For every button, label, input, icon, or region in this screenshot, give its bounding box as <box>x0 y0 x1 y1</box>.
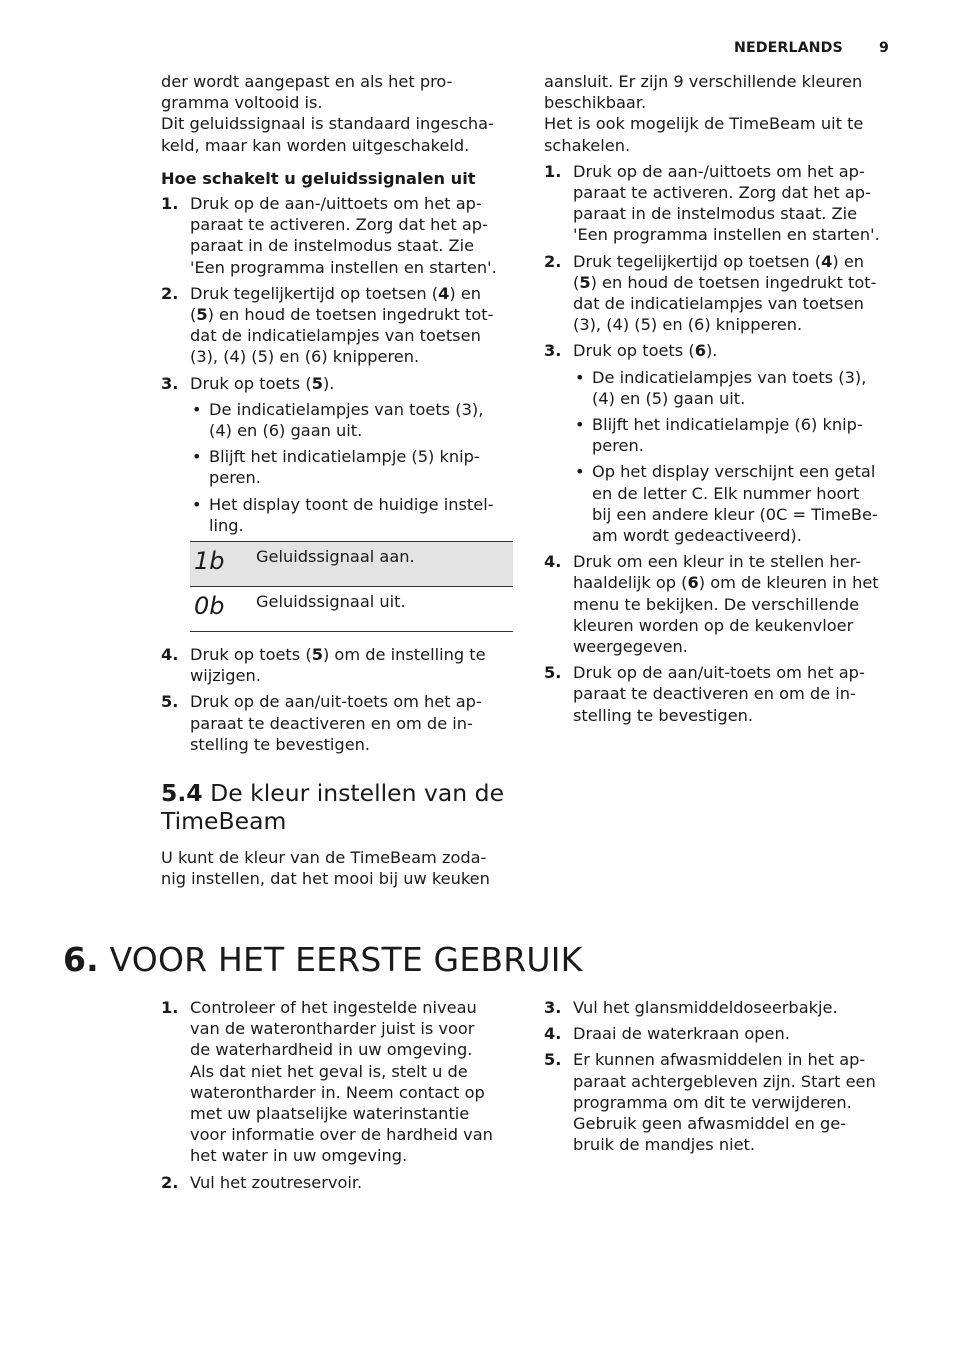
chapter-left-column <box>161 997 513 1198</box>
list-item: 2. Druk tegelijkertijd op toetsen (4) en (5) en houd de toetsen ingedrukt tot- dat de indicatielampjes van toetsen (3), (4) (5) en (6) knipperen. <box>161 283 494 367</box>
bullet-item: • Blijft het indicatielampje (5) knip- peren. <box>192 447 480 488</box>
list-item: 1. Controleer of het ingestelde niveau van de waterontharder juist is voor de waterhardheid in uw omgeving. Als dat niet het geval is, stelt u de waterontharder in. Neem contact op met uw plaatselijke waterinstantie voor informatie over de hardheid van het water in uw omgeving. <box>161 998 493 1166</box>
bullet-item: • De indicatielampjes van toets (3), (4) en (6) gaan uit. <box>192 399 484 441</box>
bullet-item: • Het display toont de huidige instel- ling. <box>192 494 494 535</box>
display-code: 1b <box>190 542 255 587</box>
list-item: 3. Druk op toets (5). • De indicatielampjes van toets (3), (4) en (6) gaan uit. • Blijft het indicatielampje (5) knip- peren. • Het display toont de huidige instel- ling. <box>161 373 513 536</box>
table-row <box>190 587 513 632</box>
bullet-list <box>190 399 513 536</box>
chapter-heading: 6. VOOR HET EERSTE GEBRUIK <box>63 940 583 979</box>
list-item: 2. Vul het zoutreservoir. <box>161 1172 363 1192</box>
list-item: 3. Druk op toets (6). • De indicatielampjes van toets (3), (4) en (5) gaan uit. • Blijft het indicatielampje (6) knip- peren. • Op het display verschijnt een getal en de letter C. Elk nummer hoort bij een andere kleur (0C = TimeBe- am wordt gedeactiveerd). <box>544 340 896 546</box>
signal-table <box>190 541 513 632</box>
list-item: 4. Draai de waterkraan open. <box>544 1024 790 1044</box>
header-language: NEDERLANDS <box>734 40 843 56</box>
table-row <box>190 542 513 587</box>
list-item: 3. Vul het glansmiddeldoseerbakje. <box>544 998 838 1017</box>
steps-list <box>544 161 896 726</box>
list-item: 1. Druk op de aan-/uittoets om het ap- paraat te activeren. Zorg dat het ap- paraat in de instelmodus staat. Zie 'Een programma instellen en starten'. <box>161 194 497 277</box>
list-item: 5. Druk op de aan/uit-toets om het ap- paraat te deactiveren en om de in- stelling te bevestigen. <box>161 692 482 754</box>
steps-list <box>161 997 513 1193</box>
list-item: 1. Druk op de aan-/uittoets om het ap- paraat te activeren. Zorg dat het ap- paraat in de instelmodus staat. Zie 'Een programma instellen en starten'. <box>544 161 880 245</box>
bullet-item: • Blijft het indicatielampje (6) knip- peren. <box>575 415 863 456</box>
intro-paragraph: aansluit. Er zijn 9 verschillende kleuren beschikbaar. Het is ook mogelijk de TimeBeam uit te schakelen. <box>544 72 864 155</box>
bullet-list <box>573 367 896 547</box>
list-item: 5. Druk op de aan/uit-toets om het ap- paraat te deactiveren en om de in- stelling te bevestigen. <box>544 663 865 725</box>
steps-list <box>161 644 513 755</box>
bullet-item: • Op het display verschijnt een getal en de letter C. Elk nummer hoort bij een andere kleur (0C = TimeBe- am wordt gedeactiveerd). <box>575 462 878 546</box>
intro-paragraph: der wordt aangepast en als het pro- gramma voltooid is. Dit geluidssignaal is standaard ingescha- keld, maar kan worden uitgeschakeld. <box>161 72 494 155</box>
list-item: 4. Druk om een kleur in te stellen her- haaldelijk op (6) om de kleuren in het menu te bekijken. De verschillende kleuren worden op de keukenvloer weergegeven. <box>544 552 879 657</box>
steps-list <box>544 997 896 1155</box>
section-body: U kunt de kleur van de TimeBeam zoda- nig instellen, dat het mooi bij uw keuken <box>161 848 490 889</box>
table-cell: Geluidssignaal aan. <box>255 542 513 587</box>
chapter-right-column <box>544 997 896 1160</box>
steps-list <box>161 193 513 536</box>
right-column <box>544 71 896 731</box>
list-item: 2. Druk tegelijkertijd op toetsen (4) en (5) en houd de toetsen ingedrukt tot- dat de indicatielampjes van toetsen (3), (4) (5) en (6) knipperen. <box>544 251 877 335</box>
list-item: 4. Druk op toets (5) om de instelling te wijzigen. <box>161 645 486 686</box>
list-item: 5. Er kunnen afwasmiddelen in het ap- paraat achtergebleven zijn. Start een programma om dit te verwijderen. Gebruik geen afwasmiddel en ge- bruik de mandjes niet. <box>544 1050 876 1155</box>
page-number: 9 <box>879 40 889 56</box>
page-header <box>734 38 889 59</box>
display-code: 0b <box>190 587 255 632</box>
subheading: Hoe schakelt u geluidssignalen uit <box>161 168 476 188</box>
bullet-item: • De indicatielampjes van toets (3), (4) en (5) gaan uit. <box>575 367 867 408</box>
section-heading: 5.4 De kleur instellen van de TimeBeam <box>161 779 505 836</box>
left-column <box>161 71 513 889</box>
table-cell: Geluidssignaal uit. <box>255 587 513 632</box>
